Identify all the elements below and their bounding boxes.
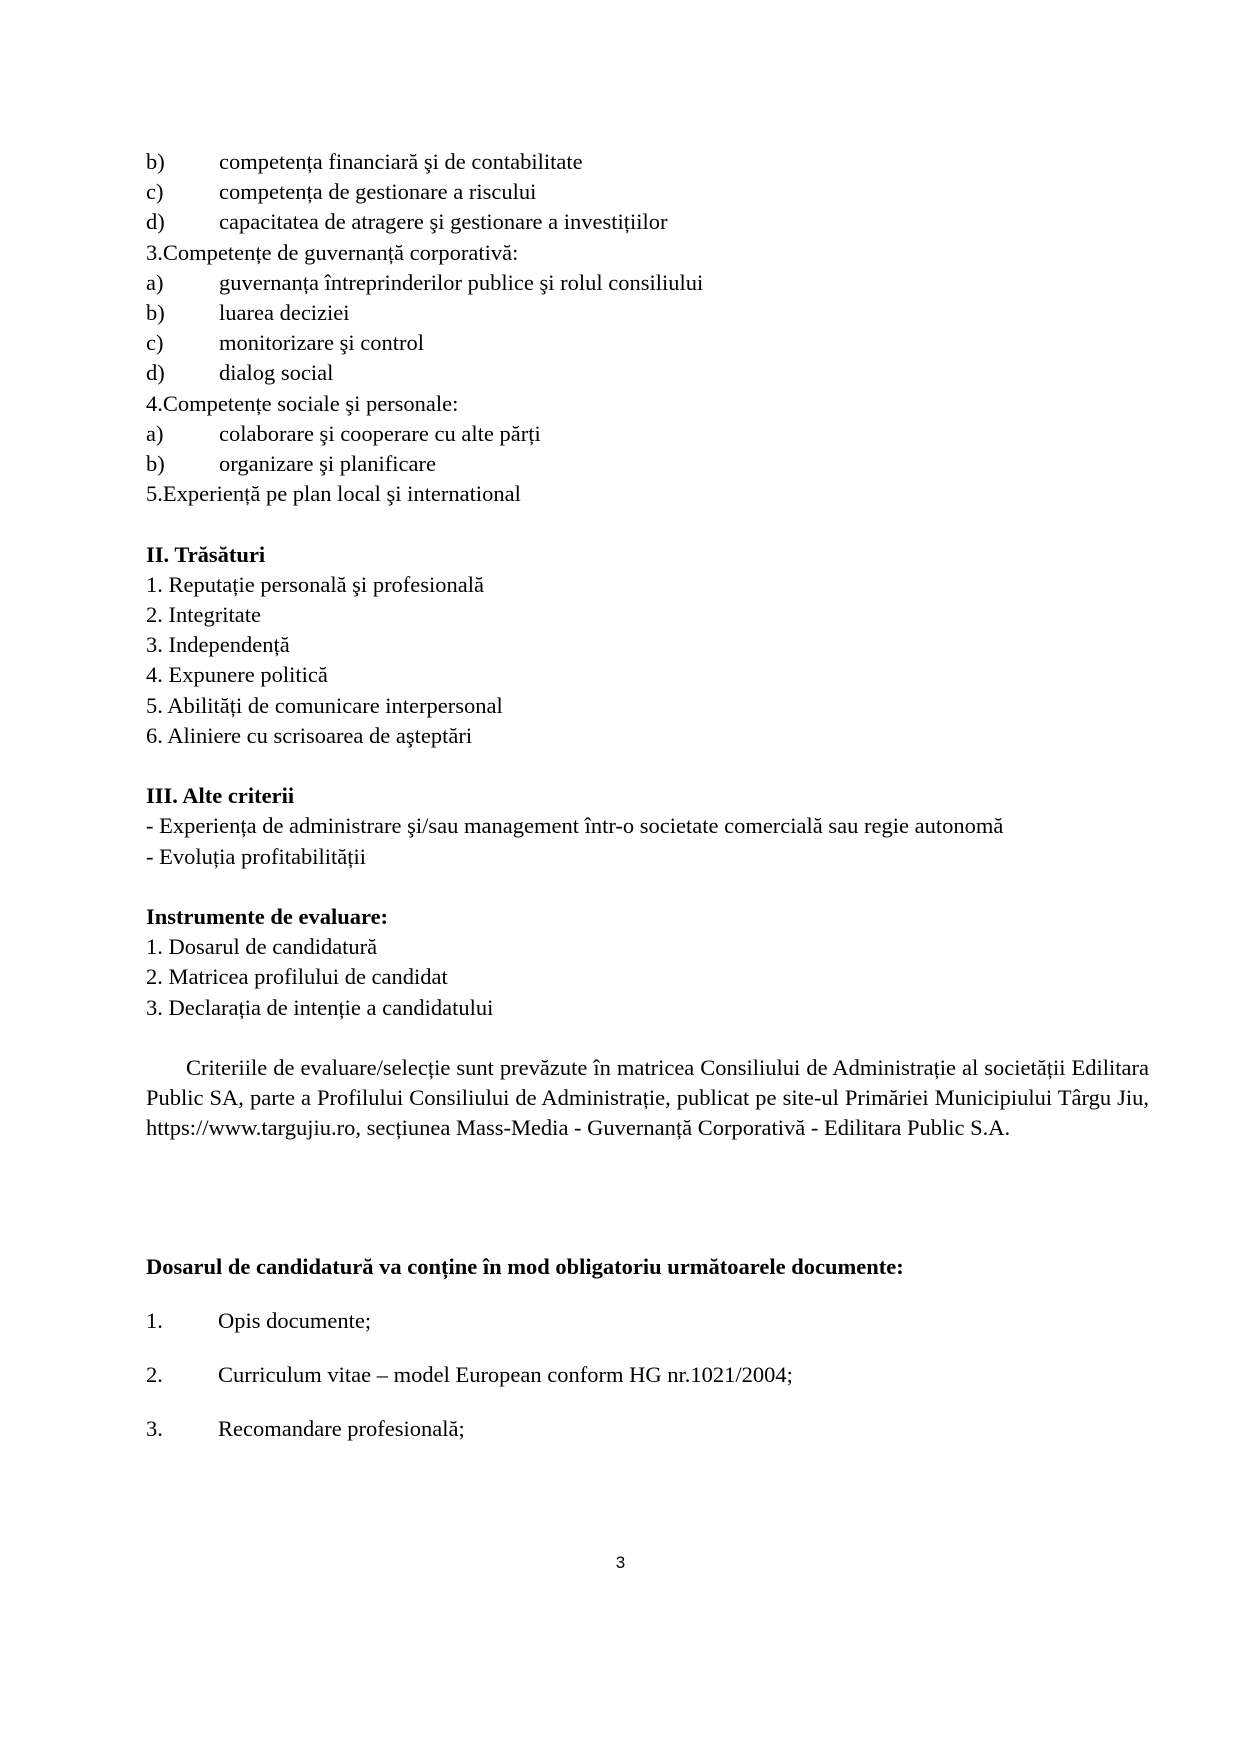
list-label: 2.: [146, 1362, 163, 1388]
list-text: capacitatea de atragere şi gestionare a investițiilor: [219, 209, 668, 235]
list-text: colaborare şi cooperare cu alte părți: [219, 420, 541, 446]
spacer: [146, 872, 1149, 902]
list-text: guvernanța întreprinderilor publice şi rolul consiliului: [219, 269, 704, 295]
page-number: 3: [615, 1553, 626, 1572]
governance-heading: 3.Competențe de guvernanță corporativă:: [146, 239, 519, 265]
criteria-item: - Experiența de administrare şi/sau management într-o societate comercială sau regie autonomă: [146, 813, 1004, 839]
criteria-paragraph: Criteriile de evaluare/selecție sunt prevăzute în matricea Consiliului de Administrație al societății Edilitara Public SA, parte a Profilului Consiliului de Administrație, publicat pe site-ul Primăriei Municipiului Târgu Jiu, https://www.targujiu.ro, secțiunea Mass-Media - Guvernanță Corporativă - Edilitara Public S.A.: [146, 1055, 1149, 1141]
instrument-item: 3. Declarația de intenție a candidatului: [146, 994, 494, 1020]
instruments-heading: Instrumente de evaluare:: [146, 904, 389, 930]
list-text: Recomandare profesională;: [218, 1416, 465, 1442]
list-label: b): [146, 300, 165, 326]
trait-item: 5. Abilități de comunicare interpersonal: [146, 692, 503, 718]
list-text: competența de gestionare a riscului: [219, 179, 537, 205]
list-item-financial-c: [146, 177, 1149, 207]
dossier-item: [146, 1306, 1149, 1336]
list-item-governance-b: [146, 298, 1149, 328]
list-label: d): [146, 209, 165, 235]
list-label: a): [146, 269, 164, 295]
list-text: monitorizare şi control: [219, 330, 424, 356]
dossier-heading: Dosarul de candidatură va conține în mod obligatoriu următoarele documente:: [146, 1253, 904, 1279]
list-item-financial-d: [146, 207, 1149, 237]
experience-heading: 5.Experiență pe plan local şi international: [146, 481, 521, 507]
spacer: [146, 751, 1149, 781]
dossier-item: [146, 1360, 1149, 1390]
trait-item: 2. Integritate: [146, 602, 261, 628]
list-label: 1.: [146, 1307, 163, 1333]
list-item-financial-b: [146, 147, 1149, 177]
section-ii-heading: II. Trăsături: [146, 541, 266, 567]
list-text: competența financiară şi de contabilitate: [219, 149, 583, 174]
list-text: organizare şi planificare: [219, 451, 436, 477]
list-text: Opis documente;: [218, 1307, 372, 1333]
list-item-governance-c: [146, 328, 1149, 358]
list-item-social-b: [146, 449, 1149, 479]
list-label: d): [146, 360, 165, 386]
instrument-item: 1. Dosarul de candidatură: [146, 934, 378, 960]
list-item-governance-a: [146, 268, 1149, 298]
list-label: a): [146, 420, 164, 446]
dossier-item: [146, 1414, 1149, 1444]
spacer: [146, 509, 1149, 539]
list-label: b): [146, 149, 165, 174]
trait-item: 6. Aliniere cu scrisoarea de aşteptări: [146, 722, 473, 748]
social-heading: 4.Competențe sociale şi personale:: [146, 390, 459, 416]
trait-item: 1. Reputație personală şi profesională: [146, 571, 485, 597]
list-item-social-a: [146, 419, 1149, 449]
spacer: [146, 1023, 1149, 1053]
list-item-governance-d: [146, 358, 1149, 388]
list-text: Curriculum vitae – model European conform HG nr.1021/2004;: [218, 1362, 793, 1388]
trait-item: 3. Independență: [146, 632, 290, 658]
trait-item: 4. Expunere politică: [146, 662, 328, 688]
list-label: c): [146, 179, 164, 205]
document-page: [146, 147, 1149, 1444]
spacer: [146, 1144, 1149, 1252]
list-label: 3.: [146, 1416, 163, 1442]
instrument-item: 2. Matricea profilului de candidat: [146, 964, 448, 990]
list-label: c): [146, 330, 164, 356]
criteria-item: - Evoluția profitabilității: [146, 843, 366, 869]
section-iii-heading: III. Alte criterii: [146, 783, 295, 809]
list-text: dialog social: [219, 360, 334, 386]
list-label: b): [146, 451, 165, 477]
list-text: luarea deciziei: [219, 300, 350, 326]
